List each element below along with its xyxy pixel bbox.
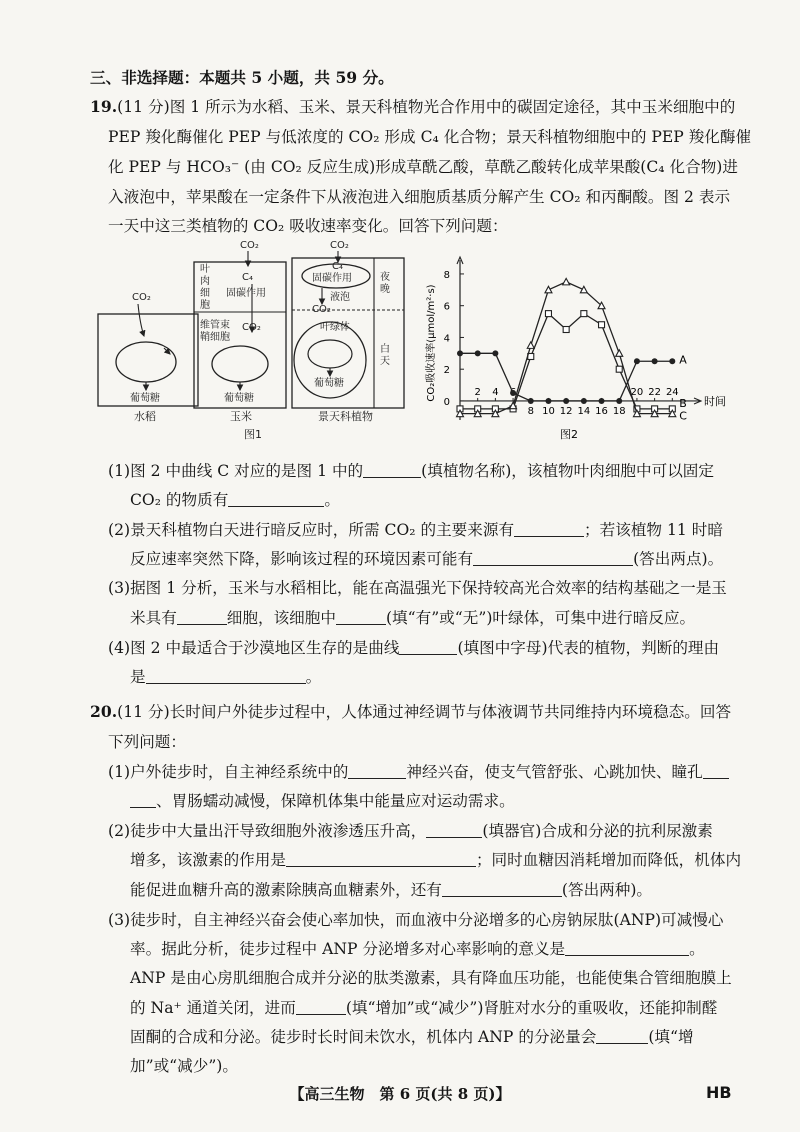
x-tick-label: 8 (527, 405, 534, 417)
q19-sub1-text-d: 。 (324, 491, 340, 509)
q20-sub2-line-3 (130, 878, 652, 900)
q20-sub1-text-b: 神经兴奋，使支气管舒张、心跳加快、瞳孔 (406, 763, 703, 781)
section-header: 三、非选择题：本题共 5 小题，共 59 分。 (90, 68, 394, 87)
q19-sub2-text-c: 反应速率突然下降，影响该过程的环境因素可能有 (130, 550, 474, 568)
point-c (545, 286, 552, 293)
x-tick-label: 16 (595, 405, 608, 417)
q20-sub1-line-2 (130, 789, 515, 811)
q20-sub3-line-6: 加”或“减少”)。 (130, 1057, 238, 1075)
q20-sub3-blank-2[interactable] (296, 1000, 346, 1015)
corner-code: HB (706, 1083, 732, 1102)
x-tick-label: 18 (612, 405, 626, 417)
q20-sub3-line-5 (130, 1025, 694, 1047)
point-a (634, 358, 640, 364)
q19-sub4-blank-2[interactable] (146, 669, 306, 684)
q19-sub4-text-d: 。 (305, 668, 322, 686)
q20-sub3-text-c: 。 (689, 940, 705, 958)
y-tick-label: 6 (443, 301, 450, 313)
q19-stem-line-1 (90, 95, 735, 117)
x-tick-label: 2 (474, 386, 481, 398)
q19-stem-line-3: 化 PEP 与 HCO₃⁻ (由 CO₂ 反应生成)形成草酰乙酸，草酰乙酸转化成苹果酸(C₄ 化合物)进 (108, 158, 738, 176)
q19-sub3-blank-1[interactable] (177, 610, 227, 625)
rice-co2-label: CO₂ (132, 292, 151, 303)
x-tick-label: 24 (665, 386, 679, 398)
point-a (669, 358, 675, 364)
cam-glucose-label: 葡萄糖 (314, 378, 344, 389)
q20-sub2-text-b: (填器官)合成和分泌的抗利尿激素 (482, 822, 713, 840)
q19-sub2-line-2 (130, 547, 723, 569)
point-a (545, 398, 551, 404)
night-char-2: 晚 (380, 284, 390, 295)
q19-stem-line-2: PEP 羧化酶催化 PEP 与低浓度的 CO₂ 形成 C₄ 化合物；景天科植物细胞中的 PEP 羧化酶催 (108, 128, 752, 146)
q19-number: 19. (90, 97, 118, 116)
rice-label: 水稻 (134, 410, 156, 423)
q19-sub1-text-b: (填植物名称)，该植物叶肉细胞中可以固定 (421, 462, 714, 480)
day-char-1: 白 (380, 344, 390, 355)
q20-sub2-line-2 (130, 848, 741, 870)
q19-sub4-text-a: (4)图 2 中最适合于沙漠地区生存的是曲线 (108, 639, 400, 657)
q19-sub2-blank-2[interactable] (473, 551, 633, 566)
point-a (475, 350, 481, 356)
q19-sub3-text-c: 细胞，该细胞中 (226, 609, 336, 627)
q19-stem-line-4: 入液泡中，苹果酸在一定条件下从液泡进入细胞质基质分解产生 CO₂ 和丙酮酸。图 2 表示 (108, 188, 731, 206)
y-axis-label: CO₂吸收速率(μmol/m²·s) (426, 284, 437, 402)
x-tick-label: 4 (492, 386, 499, 398)
q20-sub3-blank-3[interactable] (596, 1029, 648, 1044)
series-label-a: A (679, 353, 687, 367)
q19-stem-1: 图 1 所示为水稻、玉米、景天科植物光合作用中的碳固定途径，其中玉米细胞中的 (169, 98, 736, 116)
night-char-1: 夜 (380, 272, 390, 283)
day-char-2: 天 (380, 356, 390, 367)
cam-calvin-cycle (308, 340, 352, 368)
q19-sub1-blank-2[interactable] (228, 492, 324, 507)
point-a (599, 398, 605, 404)
q19-sub2-text-d: (答出两点)。 (633, 550, 724, 568)
q20-sub2-line-1 (108, 819, 713, 841)
q20-sub3-text-b: 率。据此分析，徒步过程中 ANP 分泌增多对心率影响的意义是 (130, 940, 566, 958)
q20-sub2-text-f: (答出两种)。 (561, 881, 653, 899)
figure-area (90, 236, 750, 446)
cam-vacuole-label: 液泡 (330, 292, 350, 303)
corn-co2-inner-label: CO₂ (242, 322, 261, 333)
y-tick-label: 0 (443, 396, 450, 408)
q19-sub3-text-d: (填“有”或“无”)叶绿体，可集中进行暗反应。 (385, 609, 696, 627)
cam-chloroplast-label: 叶绿体 (320, 322, 350, 333)
corn-fixation-label: 固碳作用 (226, 288, 266, 299)
q19-sub4-line-1 (108, 636, 719, 658)
q20-stem-1: 长时间户外徒步过程中，人体通过神经调节与体液调节共同维持内环境稳态。回答 (169, 703, 732, 721)
cam-c4-label: C₄ (332, 261, 343, 272)
point-a (457, 350, 463, 356)
bundle-sheath-label-1: 维管束 (200, 320, 230, 331)
point-a (581, 398, 587, 404)
figure-2-caption: 图2 (560, 428, 578, 441)
point-a (616, 398, 622, 404)
y-tick-label: 4 (443, 333, 450, 345)
corn-label: 玉米 (230, 410, 252, 423)
cam-co2-label: CO₂ (330, 240, 349, 251)
q20-sub2-text-c: 增多，该激素的作用是 (130, 851, 286, 869)
figure-1-caption: 图1 (244, 428, 262, 441)
q19-sub1-line-1 (108, 459, 714, 481)
point-b (581, 311, 587, 317)
point-a (510, 390, 516, 396)
x-axis-label: 时间 (704, 394, 726, 408)
q20-score: (11 分) (117, 703, 170, 721)
q20-sub2-text-e: 能促进血糖升高的激素除胰高血糖素外，还有 (130, 881, 442, 899)
q19-sub3-line-2 (130, 606, 695, 628)
q20-sub3-line-2 (130, 937, 705, 959)
q20-sub1-blank-2a[interactable] (703, 764, 729, 779)
point-a (492, 350, 498, 356)
point-c (563, 278, 570, 285)
q19-sub4-text-b: (填图中字母)代表的植物，判断的理由 (457, 639, 720, 657)
cam-co2-inner-label: CO₂ (312, 304, 331, 315)
q20-sub3-line-4 (130, 996, 717, 1018)
x-tick-label: 12 (559, 405, 573, 417)
corn-calvin-cycle (212, 346, 268, 382)
q20-sub3-line-3: ANP 是由心房肌细胞合成并分泌的肽类激素，具有降血压功能，也能使集合管细胞膜上 (130, 969, 732, 987)
bundle-sheath-label-2: 鞘细胞 (200, 332, 230, 343)
mesophyll-char-3: 细 (200, 288, 210, 299)
q20-sub1-text-a: (1)户外徒步时，自主神经系统中的 (108, 763, 349, 781)
q20-sub1-blank-2b[interactable] (130, 793, 156, 808)
point-b (545, 311, 551, 317)
q19-sub4-blank-1[interactable] (399, 640, 457, 655)
point-c (527, 342, 534, 349)
q20-sub1-blank-1[interactable] (348, 764, 406, 779)
point-b (616, 366, 622, 372)
q19-sub1-text-a: (1)图 2 中曲线 C 对应的是图 1 中的 (108, 462, 364, 480)
point-a (563, 398, 569, 404)
x-tick-label: 20 (630, 386, 644, 398)
q20-stem-line-2: 下列问题： (108, 733, 186, 751)
series-label-b: B (679, 396, 687, 410)
q20-sub3-text-f: (填“增加”或“减少”)肾脏对水分的重吸收，还能抑制醛 (345, 999, 718, 1017)
x-tick-label: 22 (648, 386, 661, 398)
q20-sub1-line-1 (108, 760, 729, 782)
q19-sub1-line-2 (130, 488, 340, 510)
q20-sub1-text-c: 、胃肠蠕动减慢，保障机体集中能量应对运动需求。 (156, 792, 515, 810)
q19-sub1-text-c: CO₂ 的物质有 (130, 491, 229, 509)
corn-glucose-label: 葡萄糖 (224, 393, 254, 404)
corn-c4-label: C₄ (242, 272, 253, 283)
q19-sub2-blank-1[interactable] (514, 522, 584, 537)
q19-sub4-text-c: 是 (130, 668, 146, 686)
q19-sub3-blank-2[interactable] (336, 610, 386, 625)
rice-glucose-label: 葡萄糖 (130, 393, 160, 404)
q20-sub3-text-g: 固酮的合成和分泌。徒步时长时间未饮水，机体内 ANP 的分泌量会 (130, 1028, 597, 1046)
q20-sub3-line-1: (3)徒步时，自主神经兴奋会使心率加快，而血液中分泌增多的心房钠尿肽(ANP)可减慢心 (108, 911, 724, 929)
mesophyll-char-4: 胞 (200, 300, 210, 311)
q19-sub4-line-2 (130, 665, 321, 687)
q20-sub2-blank-3[interactable] (442, 882, 562, 897)
x-tick-label: 10 (542, 405, 555, 417)
point-a (528, 398, 534, 404)
q19-sub2-text-a: (2)景天科植物白天进行暗反应时，所需 CO₂ 的主要来源有 (108, 521, 515, 539)
cam-fixation-label: 固碳作用 (312, 273, 352, 284)
q20-sub2-blank-1[interactable] (426, 823, 482, 838)
point-c (616, 350, 623, 357)
q19-sub1-blank-1[interactable] (363, 463, 421, 478)
q20-sub3-text-e: 的 Na⁺ 通道关闭，进而 (130, 999, 296, 1017)
x-tick-label: 14 (577, 405, 591, 417)
mesophyll-char-1: 叶 (200, 264, 210, 275)
series-label-c: C (679, 409, 687, 423)
q19-stem-line-5: 一天中这三类植物的 CO₂ 吸收速率变化。回答下列问题： (108, 217, 508, 235)
figure-2-chart (420, 236, 726, 446)
mesophyll-char-2: 肉 (200, 276, 210, 287)
q20-sub2-blank-2[interactable] (286, 852, 476, 867)
q20-sub2-text-a: (2)徒步中大量出汗导致细胞外液渗透压升高， (108, 822, 427, 840)
point-a (652, 358, 658, 364)
q19-sub2-text-b: ；若该植物 11 时暗 (584, 521, 723, 539)
y-tick-label: 8 (443, 269, 450, 281)
q20-sub3-text-h: (填“增 (648, 1028, 694, 1046)
q20-stem-line-1 (90, 700, 731, 722)
q19-sub3-text-b: 米具有 (130, 609, 177, 627)
point-b (599, 322, 605, 328)
cam-label: 景天科植物 (318, 410, 373, 423)
q19-score: (11 分) (117, 98, 170, 116)
y-tick-label: 2 (443, 365, 450, 377)
q19-sub2-line-1 (108, 518, 723, 540)
corn-co2-label: CO₂ (240, 240, 259, 251)
q20-number: 20. (90, 702, 118, 721)
q20-sub3-blank-1[interactable] (565, 941, 689, 956)
point-c (580, 286, 587, 293)
q20-sub2-text-d: ；同时血糖因消耗增加而降低，机体内 (475, 851, 742, 869)
page-footer: 【高三生物 第 6 页(共 8 页)】 (289, 1085, 511, 1103)
rice-calvin-cycle (116, 342, 176, 382)
q19-sub3-line-1: (3)据图 1 分析，玉米与水稻相比，能在高温强光下保持较高光合效率的结构基础之一是玉 (108, 579, 727, 597)
point-b (563, 327, 569, 333)
